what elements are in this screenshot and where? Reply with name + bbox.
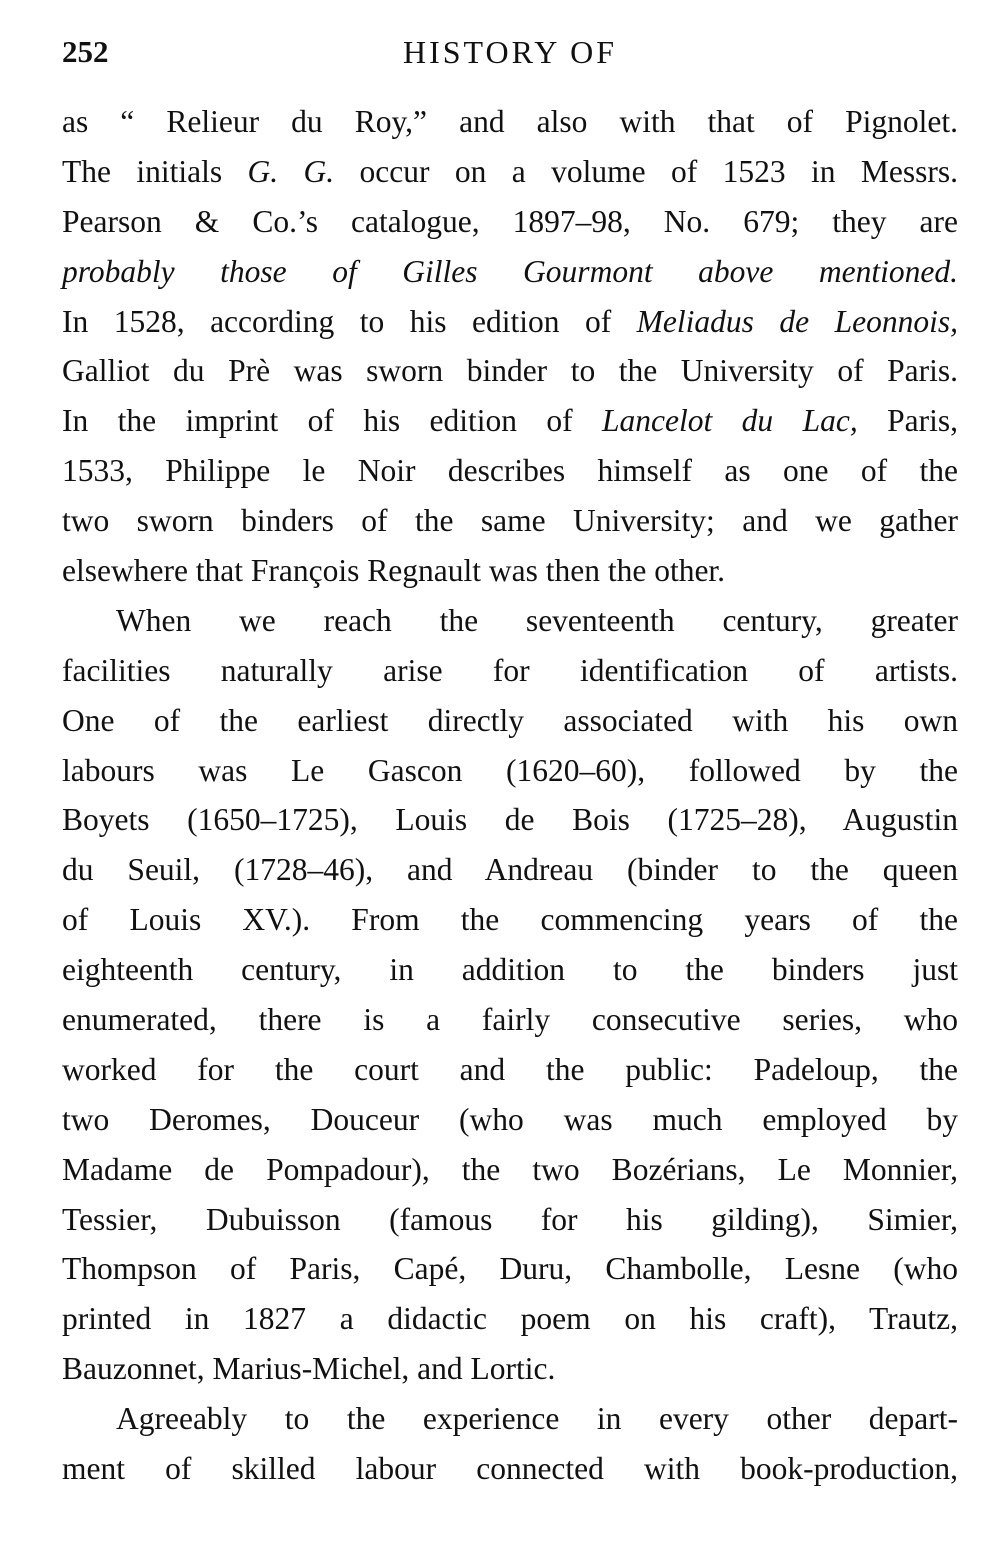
text-line: elsewhere that François Regnault was then the other.: [62, 553, 726, 589]
text-line: In 1528, according to his edition of Meliadus de Leonnois,: [62, 303, 958, 339]
text-line: worked for the court and the public: Padeloup, the: [62, 1051, 958, 1087]
running-head: HISTORY OF: [402, 34, 618, 70]
paragraph: [62, 596, 958, 1394]
text-line: Agreeably to the experience in every other depart-: [116, 1401, 958, 1437]
text-line: The initials G. G. occur on a volume of 1523 in Messrs.: [62, 153, 958, 189]
text-line: of Louis XV.). From the commencing years of the: [62, 902, 958, 938]
text-line: printed in 1827 a didactic poem on his craft), Trautz,: [62, 1301, 958, 1337]
text-line: In the imprint of his edition of Lancelot du Lac, Paris,: [62, 403, 958, 439]
page-number: 252: [62, 34, 109, 69]
page-header: [62, 32, 958, 76]
paragraph: [62, 1394, 958, 1494]
text-line: as “ Relieur du Roy,” and also with that of Pignolet.: [62, 104, 958, 139]
italic-text: Lancelot du Lac,: [602, 403, 858, 439]
text-line: [62, 247, 958, 297]
text-line: two Deromes, Douceur (who was much employed by: [62, 1101, 958, 1137]
text-line: enumerated, there is a fairly consecutive series, who: [62, 1002, 958, 1038]
italic-text: G. G.: [247, 153, 335, 189]
text-line: 1533, Philippe le Noir describes himself as one of the: [62, 453, 958, 489]
italic-text: probably those of Gilles Gourmont above mentioned.: [62, 253, 958, 289]
text-line: One of the earliest directly associated with his own: [62, 702, 958, 738]
text-line: facilities naturally arise for identification of artists.: [62, 652, 958, 688]
text-line: du Seuil, (1728–46), and Andreau (binder to the queen: [62, 852, 958, 888]
text-line: Boyets (1650–1725), Louis de Bois (1725–28), Augustin: [62, 802, 958, 838]
text-line: two sworn binders of the same University; and we gather: [62, 503, 958, 539]
body-text: [62, 97, 958, 1494]
italic-text: Meliadus de Leonnois,: [636, 303, 958, 339]
text-line: When we reach the seventeenth century, greater: [116, 602, 958, 638]
text-line: Tessier, Dubuisson (famous for his gilding), Simier,: [62, 1201, 958, 1237]
text-line: Thompson of Paris, Capé, Duru, Chambolle, Lesne (who: [62, 1251, 958, 1287]
text-line: Bauzonnet, Marius-Michel, and Lortic.: [62, 1351, 556, 1387]
text-line: labours was Le Gascon (1620–60), followed by the: [62, 752, 958, 788]
text-line: Pearson & Co.’s catalogue, 1897–98, No. 679; they are: [62, 203, 958, 239]
text-line: eighteenth century, in addition to the binders just: [62, 952, 958, 988]
text-line: Galliot du Prè was sworn binder to the University of Paris.: [62, 353, 958, 389]
text-line: ment of skilled labour connected with book-production,: [62, 1451, 958, 1487]
text-line: Madame de Pompadour), the two Bozérians, Le Monnier,: [62, 1151, 958, 1187]
paragraph: [62, 97, 958, 596]
